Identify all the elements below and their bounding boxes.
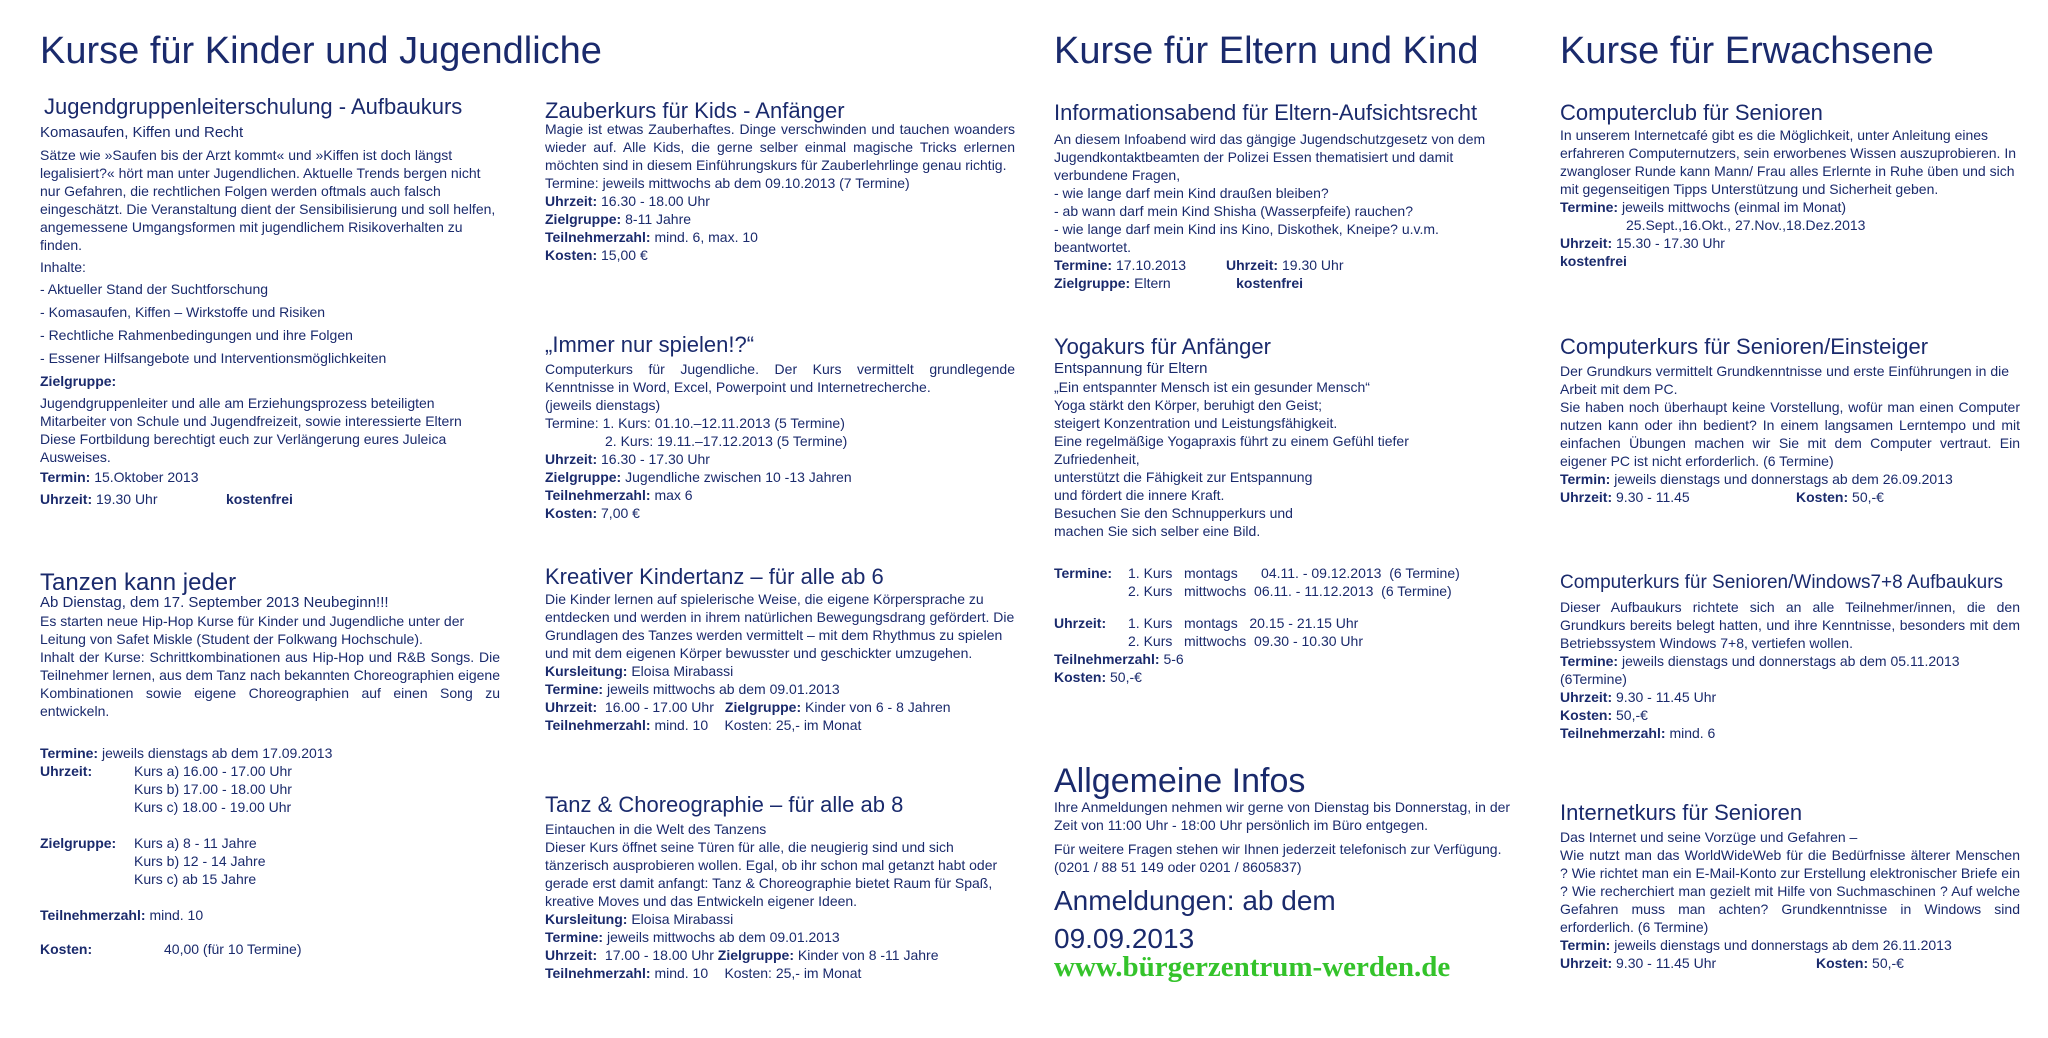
- kosten-value: 50,-€: [1110, 669, 1142, 685]
- kosten-row: [1054, 668, 1514, 686]
- question-3: - wie lange darf mein Kind ins Kino, Diskothek, Kneipe? u.v.m.: [1054, 221, 1439, 237]
- termin-value: jeweils dienstags und donnerstags ab dem 26.11.2013: [1614, 937, 1952, 953]
- termin-label: Termine:: [40, 745, 99, 761]
- kosten-value: 15,00 €: [601, 247, 648, 263]
- uhrzeit-label: Uhrzeit:: [545, 947, 598, 963]
- section-intro: Wie nutzt man das WorldWideWeb für die Bedürfnisse älterer Menschen ? Wie richtet man ein E-Mail-Konto zur Erstellung elektronischer Briefe ein ? Wie recherchiert man gezielt mit Hilfe von Suchmaschinen ? Auf welche Gefahren muss man achten? Grundkenntnisse in Windows sind erforderlich. (6 Termine): [1560, 847, 2020, 935]
- teilnehmer-row: [545, 228, 1015, 246]
- uhrzeit-value: 9.30 - 11.45 Uhr: [1616, 689, 1717, 705]
- uhrzeit-label: Uhrzeit:: [545, 193, 598, 209]
- section-title: Informationsabend für Eltern-Aufsichtsrecht: [1054, 100, 1478, 125]
- section-subtitle: Ab Dienstag, dem 17. September 2013 Neubeginn!!!: [40, 594, 389, 611]
- uhrzeit-row: [40, 762, 500, 816]
- termin-row: [1560, 198, 2020, 216]
- uhrzeit-value: 2. Kurs mittwochs 09.30 - 10.30 Uhr: [1128, 633, 1363, 649]
- leitung-value: Eloisa Mirabassi: [631, 911, 734, 927]
- list-item: - Essener Hilfsangebote und Interventionsmöglichkeiten: [40, 349, 500, 367]
- section-title: Computerkurs für Senioren/Einsteiger: [1560, 334, 1929, 359]
- section-kindertanz: [545, 564, 1015, 734]
- section-tanzen: [40, 569, 500, 958]
- teilnehmer-label: Teilnehmerzahl:: [545, 487, 651, 503]
- zielgruppe-label: Zielgruppe:: [717, 947, 794, 963]
- teilnehmer-row: [545, 716, 1015, 734]
- teilnehmer-row: [40, 906, 500, 924]
- termin-row: [1560, 470, 2020, 488]
- uhrzeit-value: 19.30 Uhr: [96, 491, 158, 507]
- teilnehmer-value: 5-6: [1163, 651, 1184, 667]
- uhrzeit-values: [134, 762, 292, 816]
- teilnehmer-label: Teilnehmerzahl:: [1560, 725, 1666, 741]
- termin-label: Termine:: [545, 929, 604, 945]
- teilnehmer-row: [1054, 650, 1514, 668]
- uhrzeit-label: Uhrzeit:: [1560, 689, 1613, 705]
- termin-label: Termin:: [1560, 937, 1611, 953]
- termin-label: Termine:: [1054, 565, 1113, 581]
- zielgruppe-label: Zielgruppe:: [545, 211, 622, 227]
- kosten-value: 7,00 €: [601, 505, 640, 521]
- termin-label: Termine:: [1560, 199, 1619, 215]
- heading-erwachsene: Kurse für Erwachsene: [1560, 30, 1934, 72]
- zielgruppe-label: Zielgruppe:: [724, 699, 802, 715]
- zielgruppe-row: [40, 834, 500, 888]
- section-allgemeine-infos: [1054, 762, 1524, 983]
- termin-row: [545, 680, 1015, 698]
- termin-row: [1054, 564, 1514, 582]
- section-title: Computerkurs für Senioren/Windows7+8 Aufbaukurs: [1560, 572, 2004, 593]
- zielgruppe-value: Kinder von 8 -11 Jahre: [797, 947, 939, 963]
- heading-eltern-kind: Kurse für Eltern und Kind: [1054, 30, 1479, 72]
- zielgruppe-value: Kurs c) ab 15 Jahre: [134, 871, 257, 887]
- termin-value: jeweils dienstags ab dem 17.09.2013: [101, 745, 333, 761]
- question-1: - wie lange darf mein Kind draußen bleiben?: [1054, 185, 1329, 201]
- termin-row-2: [1054, 582, 1514, 600]
- zielgruppe-row: [545, 468, 1015, 486]
- uhrzeit-value: 19.30 Uhr: [1282, 257, 1344, 273]
- yoga-quote: „Ein entspannter Mensch ist ein gesunder Mensch“: [1054, 379, 1370, 395]
- termin-row: [545, 928, 1015, 946]
- section-subtitle: Eintauchen in die Welt des Tanzens: [545, 821, 767, 837]
- teilnehmer-value: mind. 10: [149, 907, 204, 923]
- anmeldung-line: Anmeldungen: ab dem: [1054, 885, 1336, 916]
- yoga-line: steigert Konzentration und Leistungsfähigkeit.: [1054, 415, 1338, 431]
- uhrzeit-label: Uhrzeit:: [40, 763, 93, 779]
- section-intro: An diesem Infoabend wird das gängige Jugendschutzgesetz von dem Jugendkontaktbeamten der Polizei Essen thematisiert und damit verbundene Fragen,: [1054, 131, 1486, 183]
- kosten-label: Kosten:: [545, 505, 598, 521]
- section-internetkurs: [1560, 800, 2020, 972]
- section-title: „Immer nur spielen!?“: [545, 332, 755, 357]
- termin-count: (6Termine): [1560, 671, 1627, 687]
- section-intro-2: Sie haben noch überhaupt keine Vorstellung, wofür man einen Computer nutzen kann oder ihn bedient? In einem langsamen Lerntempo und mit einfachen Übungen machen wir Sie mit dem Computer vertraut. Ein eigener PC ist nicht erforderlich. (6 Termine): [1560, 399, 2020, 469]
- uhrzeit-value: 16.00 - 17.00 Uhr: [604, 699, 714, 715]
- termin-label: Termin:: [40, 469, 91, 485]
- section-intro: Magie ist etwas Zauberhaftes. Dinge verschwinden und tauchen woanders wieder auf. Alle Kids, die gerne selber einmal magische Tricks erlernen möchten sind in diesem Einführungskurs für Zauberlehrlinge genau richtig.: [545, 121, 1015, 173]
- termin-dates: 25.Sept.,16.Okt., 27.Nov.,18.Dez.2013: [1626, 217, 1866, 233]
- uhrzeit-row: [1054, 614, 1514, 632]
- kosten-row: [545, 504, 1015, 522]
- section-computerclub: [1560, 100, 2020, 270]
- uhrzeit-label: Uhrzeit:: [1560, 235, 1613, 251]
- termin-value: 2. Kurs mittwochs 06.11. - 11.12.2013 (6 Termine): [1128, 583, 1452, 599]
- uhrzeit-value: 15.30 - 17.30 Uhr: [1616, 235, 1725, 251]
- kosten-value: 50,-€: [1872, 955, 1904, 971]
- zielgruppe-value: Jugendliche zwischen 10 -13 Jahren: [625, 469, 852, 485]
- section-windows: [1560, 574, 2020, 742]
- termin-value: 17.10.2013: [1115, 257, 1187, 273]
- section-title: Computerclub für Senioren: [1560, 100, 1823, 125]
- uhrzeit-row: [545, 450, 1015, 468]
- kosten-label: Kosten:: [40, 941, 93, 957]
- termin-row: [1560, 936, 2020, 954]
- allgemeine-infos-title: Allgemeine Infos: [1054, 762, 1306, 800]
- uhrzeit-label: Uhrzeit:: [545, 699, 598, 715]
- kosten-label: Kosten:: [1054, 669, 1107, 685]
- anmeldung-date: 09.09.2013: [1054, 923, 1195, 954]
- termin-row: [1054, 256, 1514, 274]
- zielgruppe-row: [545, 210, 1015, 228]
- section-infoabend: [1054, 100, 1514, 292]
- list-item: - Aktueller Stand der Suchtforschung: [40, 280, 500, 298]
- section-zauberkurs: [545, 98, 1015, 264]
- yoga-line: Eine regelmäßige Yogapraxis führt zu einem Gefühl tiefer Zufriedenheit,: [1054, 433, 1409, 467]
- section-title: Tanzen kann jeder: [40, 569, 237, 596]
- yoga-line: unterstützt die Fähigkeit zur Entspannung: [1054, 469, 1313, 485]
- section-day: (jeweils dienstags): [545, 397, 661, 413]
- leitung-row: [545, 910, 1015, 928]
- note-text: Diese Fortbildung berechtigt euch zur Verlängerung eures Juleica Ausweises.: [40, 431, 447, 465]
- kosten-value: 40,00 (für 10 Termine): [164, 941, 302, 957]
- termin-2: 2. Kurs: 19.11.–17.12.2013 (5 Termine): [605, 433, 848, 449]
- section-intro: Die Kinder lernen auf spielerische Weise, die eigene Körpersprache zu entdecken und werden in ihrem natürlichen Bewegungsdrang gefördert. Die Grundlagen des Tanzes werden vermittelt – mit dem Rhythmus zu spielen und mit dem eigenen Körper bewusster und geschickter umzugehen.: [545, 591, 1015, 661]
- teilnehmer-value: mind. 6: [1669, 725, 1716, 741]
- uhrzeit-value: 17.00 - 18.00 Uhr: [604, 947, 714, 963]
- uhrzeit-label: Uhrzeit:: [545, 451, 598, 467]
- uhrzeit-value: 16.30 - 17.30 Uhr: [601, 451, 710, 467]
- kosten-value: kostenfrei: [1236, 275, 1304, 291]
- uhrzeit-value: 16.30 - 18.00 Uhr: [601, 193, 710, 209]
- kosten-value: kostenfrei: [226, 491, 293, 507]
- uhrzeit-label: Uhrzeit:: [1054, 615, 1107, 631]
- kosten-value: 50,-€: [1616, 707, 1648, 723]
- section-jugendgruppenleiter: [40, 94, 500, 508]
- section-einsteiger: [1560, 334, 2020, 506]
- teilnehmer-label: Teilnehmerzahl:: [1054, 651, 1160, 667]
- section-immer-spielen: [545, 332, 1015, 522]
- allgemeine-infos-text: Für weitere Fragen stehen wir Ihnen jederzeit telefonisch zur Verfügung. (0201 / 88 51 149 oder 0201 / 8605837): [1054, 841, 1502, 875]
- section-title: Zauberkurs für Kids - Anfänger: [545, 98, 845, 123]
- uhrzeit-row-2: [1054, 632, 1514, 650]
- termin-value: jeweils dienstags und donnerstags ab dem 26.09.2013: [1614, 471, 1953, 487]
- uhrzeit-value: Kurs a) 16.00 - 17.00 Uhr: [134, 763, 292, 779]
- section-intro: Dieser Kurs öffnet seine Türen für alle, die neugierig sind und sich tänzerisch ausprobieren wollen. Egal, ob ihr schon mal getanzt habt oder gerade erst damit anfangt: Tanz & Choreographie bietet Raum für Spaß, kreative Moves und das Entwickeln eigener Ideen.: [545, 839, 998, 909]
- uhrzeit-value: 1. Kurs montags 20.15 - 21.15 Uhr: [1128, 615, 1359, 631]
- termin-label: Termine:: [1560, 653, 1619, 669]
- leitung-label: Kursleitung:: [545, 911, 628, 927]
- termin-value: 1. Kurs montags 04.11. - 09.12.2013 (6 Termine): [1128, 565, 1460, 581]
- kosten-label: Kosten:: [724, 965, 772, 981]
- zielgruppe-label: Zielgruppe:: [40, 835, 117, 851]
- list-item: - Rechtliche Rahmenbedingungen und ihre Folgen: [40, 326, 500, 344]
- zielgruppe-values: [134, 834, 266, 888]
- kosten-value: 25,- im Monat: [775, 717, 862, 733]
- section-title: Tanz & Choreographie – für alle ab 8: [545, 792, 904, 817]
- yoga-line: Yoga stärkt den Körper, beruhigt den Geist;: [1054, 397, 1322, 413]
- kosten-row: [40, 940, 500, 958]
- kosten-label: Kosten:: [1816, 955, 1869, 971]
- section-choreographie: [545, 792, 1015, 982]
- inhalte-list: [40, 280, 500, 367]
- termin-value: 15.Oktober 2013: [94, 469, 199, 485]
- uhrzeit-label: Uhrzeit:: [1225, 257, 1279, 273]
- teilnehmer-row: [1560, 724, 2020, 742]
- section-subtitle: Entspannung für Eltern: [1054, 360, 1208, 377]
- teilnehmer-label: Teilnehmerzahl:: [545, 717, 651, 733]
- zielgruppe-value: Kurs a) 8 - 11 Jahre: [134, 835, 257, 851]
- teilnehmer-value: mind. 10: [654, 965, 709, 981]
- section-title: Internetkurs für Senioren: [1560, 800, 1803, 825]
- list-item: - Komasaufen, Kiffen – Wirkstoffe und Risiken: [40, 303, 500, 321]
- uhrzeit-label: Uhrzeit:: [1560, 489, 1613, 505]
- yoga-line: Besuchen Sie den Schnupperkurs und: [1054, 505, 1293, 521]
- uhrzeit-row: [545, 698, 1015, 716]
- termin-value: jeweils mittwochs ab dem 09.01.2013: [606, 929, 840, 945]
- teilnehmer-row: [545, 964, 1015, 982]
- termin-label: Termine:: [545, 681, 604, 697]
- uhrzeit-label: Uhrzeit:: [40, 491, 93, 507]
- allgemeine-infos-text: Ihre Anmeldungen nehmen wir gerne von Dienstag bis Donnerstag, in der Zeit von 11:00 Uhr - 18:00 Uhr persönlich im Büro entgegen.: [1054, 799, 1511, 833]
- yoga-line: machen Sie sich selber eine Bild.: [1054, 523, 1261, 539]
- kosten-value: kostenfrei: [1560, 253, 1627, 269]
- uhrzeit-row: [40, 490, 500, 508]
- uhrzeit-value: 9.30 - 11.45: [1616, 489, 1690, 505]
- section-subtitle: Das Internet und seine Vorzüge und Gefahren –: [1560, 829, 1858, 845]
- termin-value: jeweils mittwochs ab dem 09.01.2013: [606, 681, 840, 697]
- teilnehmer-label: Teilnehmerzahl:: [40, 907, 146, 923]
- teilnehmer-value: mind. 10: [654, 717, 709, 733]
- section-title: Kreativer Kindertanz – für alle ab 6: [545, 564, 884, 589]
- section-title: Yogakurs für Anfänger: [1054, 334, 1271, 359]
- termin-text: Termine: jeweils mittwochs ab dem 09.10.2013 (7 Termine): [545, 175, 910, 191]
- zielgruppe-value: Eltern: [1134, 275, 1171, 291]
- uhrzeit-row: [1560, 954, 2020, 972]
- question-4: beantwortet.: [1054, 239, 1132, 255]
- leitung-label: Kursleitung:: [545, 663, 628, 679]
- section-intro: Dieser Aufbaukurs richtete sich an alle Teilnehmer/innen, die den Grundkurs bereits belegt hatten, und ihre Kenntnisse, besonders mit dem Betriebssystem Windows 7+8, vertiefen wollen.: [1560, 599, 2020, 651]
- zielgruppe-value: Kurs b) 12 - 14 Jahre: [134, 853, 266, 869]
- section-intro: Der Grundkurs vermittelt Grundkenntnisse und erste Einführungen in die Arbeit mit dem PC.: [1560, 363, 2010, 397]
- termin-1: Termine: 1. Kurs: 01.10.–12.11.2013 (5 Termine): [545, 415, 845, 431]
- termin-label: Termine:: [1054, 257, 1113, 273]
- question-2: - ab wann darf mein Kind Shisha (Wasserpfeife) rauchen?: [1054, 203, 1413, 219]
- zielgruppe-label: Zielgruppe:: [1054, 275, 1131, 291]
- termin-row: [1560, 652, 2020, 670]
- yoga-line: und fördert die innere Kraft.: [1054, 487, 1225, 503]
- section-intro: Es starten neue Hip-Hop Kurse für Kinder und Jugendliche unter der Leitung von Safet Miskle (Student der Folkwang Hochschule).: [40, 613, 465, 647]
- section-inhalt: Inhalt der Kurse: Schrittkombinationen aus Hip-Hop und R&B Songs. Die Teilnehmer lernen, aus dem Tanz nach bekannten Choreographien eigene Kombinationen sowie eigene Choreographien auf einen Song zu entwickeln.: [40, 649, 500, 719]
- kosten-label: Kosten:: [724, 717, 772, 733]
- zielgruppe-label: Zielgruppe:: [40, 373, 117, 389]
- inhalte-label: Inhalte:: [40, 259, 86, 275]
- teilnehmer-row: [545, 486, 1015, 504]
- uhrzeit-value: 9.30 - 11.45 Uhr: [1616, 955, 1717, 971]
- kosten-value: 50,-€: [1852, 489, 1884, 505]
- zielgruppe-value: 8-11 Jahre: [625, 211, 692, 227]
- zielgruppe-text: Jugendgruppenleiter und alle am Erziehungsprozess beteiligten Mitarbeiter von Schule und Jugendfreizeit, sowie interessierte Eltern: [40, 395, 462, 429]
- kosten-label: Kosten:: [545, 247, 598, 263]
- teilnehmer-value: max 6: [654, 487, 693, 503]
- section-yoga: [1054, 334, 1514, 686]
- leitung-row: [545, 662, 1015, 680]
- uhrzeit-row: [545, 946, 1015, 964]
- uhrzeit-label: Uhrzeit:: [1560, 955, 1613, 971]
- leitung-value: Eloisa Mirabassi: [631, 663, 734, 679]
- section-subtitle: Komasaufen, Kiffen und Recht: [40, 124, 244, 141]
- uhrzeit-row: [545, 192, 1015, 210]
- section-intro: In unserem Internetcafé gibt es die Möglichkeit, unter Anleitung eines erfahreren Computernutzers, sein erworbenes Wissen auszuprobieren. In zwangloser Runde kann Mann/ Frau alles Erlernte in Ruhe üben und sich mit gegenseitigen Tipps Unterstützung und Sicherheit geben.: [1560, 127, 2017, 197]
- uhrzeit-row: [1560, 688, 2020, 706]
- termin-value: jeweils dienstags und donnerstags ab dem 05.11.2013: [1621, 653, 1960, 669]
- kosten-row: [545, 246, 1015, 264]
- zielgruppe-row: [1054, 274, 1514, 292]
- heading-kinder-jugendliche: Kurse für Kinder und Jugendliche: [40, 30, 602, 72]
- termin-row: [40, 744, 500, 762]
- termin-label: Termin:: [1560, 471, 1611, 487]
- teilnehmer-label: Teilnehmerzahl:: [545, 965, 651, 981]
- uhrzeit-value: Kurs b) 17.00 - 18.00 Uhr: [134, 781, 292, 797]
- kosten-row: [1560, 706, 2020, 724]
- teilnehmer-label: Teilnehmerzahl:: [545, 229, 651, 245]
- section-title: Jugendgruppenleiterschulung - Aufbaukurs: [44, 94, 463, 119]
- uhrzeit-row: [1560, 234, 2020, 252]
- kosten-label: Kosten:: [1560, 707, 1613, 723]
- teilnehmer-value: mind. 6, max. 10: [654, 229, 758, 245]
- termin-value: jeweils mittwochs (einmal im Monat): [1621, 199, 1847, 215]
- zielgruppe-label: Zielgruppe:: [545, 469, 622, 485]
- termin-row: [40, 468, 500, 486]
- website-link[interactable]: www.bürgerzentrum-werden.de: [1054, 951, 1451, 983]
- zielgruppe-value: Kinder von 6 - 8 Jahren: [805, 699, 951, 715]
- uhrzeit-row: [1560, 488, 2020, 506]
- section-intro: Sätze wie »Saufen bis der Arzt kommt« und »Kiffen ist doch längst legalisiert?« hört man unter Jugendlichen. Aktuelle Trends bergen nicht nur Gefahren, die rechtlichen Folgen werden oftmals auch falsch eingeschätzt. Die Veranstaltung dient der Sensibilisierung und soll helfen, angemessene Umgangsformen mit jugendlichem Risikoverhalten zu finden.: [40, 147, 496, 253]
- section-intro: Computerkurs für Jugendliche. Der Kurs vermittelt grundlegende Kenntnisse in Word, Excel, Powerpoint und Internetrecherche.: [545, 361, 1015, 395]
- uhrzeit-value: Kurs c) 18.00 - 19.00 Uhr: [134, 799, 292, 815]
- kosten-label: Kosten:: [1796, 489, 1849, 505]
- kosten-value: 25,- im Monat: [775, 965, 862, 981]
